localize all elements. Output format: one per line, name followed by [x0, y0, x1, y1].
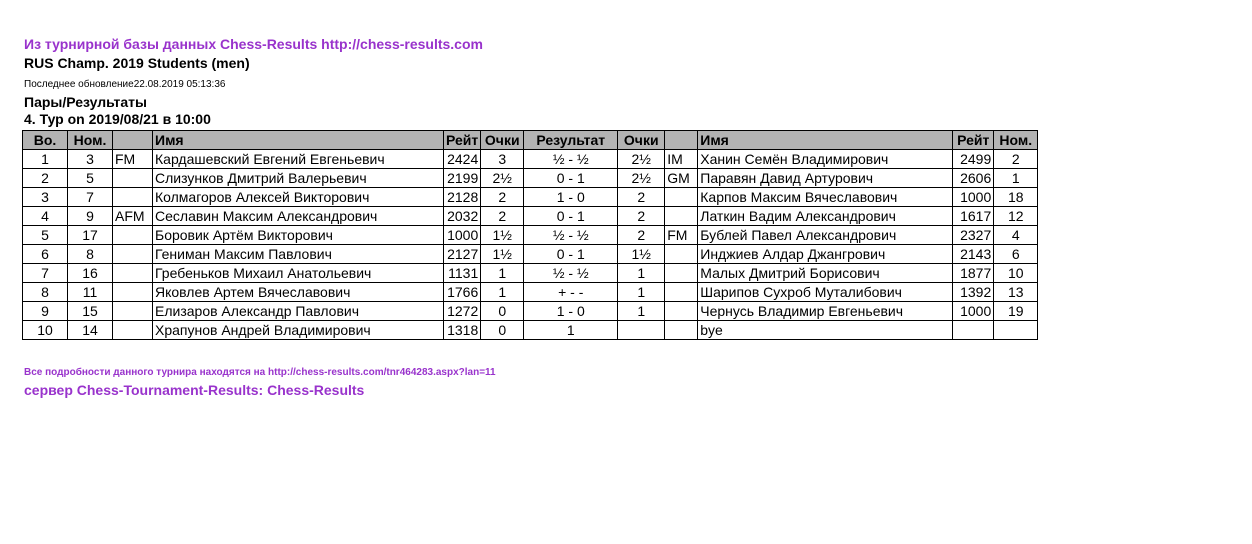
player-points-cell: 1	[481, 283, 524, 302]
game-result-cell: ½ - ½	[524, 226, 618, 245]
tournament-details-link[interactable]: Все подробности данного турнира находятся на http://chess-results.com/tnr464283.aspx?lan=11	[24, 367, 496, 378]
last-update-text: Последнее обновление22.08.2019 05:13:36	[24, 79, 226, 90]
opponent-rating-cell: 1000	[953, 302, 994, 321]
opponent-rating-cell: 2143	[953, 245, 994, 264]
col-header-board: Bo.	[23, 131, 68, 150]
player-rating-cell: 2128	[444, 188, 481, 207]
opponent-title-cell	[665, 245, 698, 264]
table-header-row	[23, 131, 1038, 150]
round-title: 4. Тур on 2019/08/21 в 10:00	[24, 111, 211, 127]
opponent-title-cell: GM	[665, 169, 698, 188]
opponent-number-cell: 6	[994, 245, 1038, 264]
opponent-rating-cell: 1617	[953, 207, 994, 226]
player-points-cell: 3	[481, 150, 524, 169]
game-result-cell: 0 - 1	[524, 207, 618, 226]
player-number-cell: 16	[68, 264, 113, 283]
opponent-title-cell: FM	[665, 226, 698, 245]
pairings-body	[23, 150, 1038, 340]
pairings-table	[22, 130, 1038, 340]
opponent-name-cell: Паравян Давид Артурович	[698, 169, 953, 188]
player-points-cell: 1½	[481, 226, 524, 245]
player-points-cell: 2	[481, 188, 524, 207]
opponent-title-cell	[665, 302, 698, 321]
opponent-name-cell: Шарипов Сухроб Муталибович	[698, 283, 953, 302]
section-title: Пары/Результаты	[24, 94, 147, 110]
opponent-number-cell: 12	[994, 207, 1038, 226]
player-name-cell: Яковлев Артем Вячеславович	[153, 283, 444, 302]
opponent-number-cell: 2	[994, 150, 1038, 169]
opponent-points-cell: 1½	[618, 245, 665, 264]
opponent-points-cell: 2	[618, 226, 665, 245]
opponent-title-cell	[665, 188, 698, 207]
opponent-name-cell: Карпов Максим Вячеславович	[698, 188, 953, 207]
table-row	[23, 264, 1038, 283]
table-row	[23, 302, 1038, 321]
player-title-cell: AFM	[113, 207, 153, 226]
opponent-name-cell: Латкин Вадим Александрович	[698, 207, 953, 226]
opponent-rating-cell: 2606	[953, 169, 994, 188]
player-number-cell: 7	[68, 188, 113, 207]
col-header-number: Ном.	[68, 131, 113, 150]
game-result-cell: 1 - 0	[524, 302, 618, 321]
opponent-number-cell: 19	[994, 302, 1038, 321]
game-result-cell: 0 - 1	[524, 245, 618, 264]
player-title-cell	[113, 169, 153, 188]
opponent-title-cell	[665, 207, 698, 226]
player-points-cell: 2½	[481, 169, 524, 188]
col-header-result: Результат	[524, 131, 618, 150]
opponent-title-cell	[665, 264, 698, 283]
server-link[interactable]: сервер Chess-Tournament-Results: Chess-Results	[24, 382, 365, 398]
col-header-points: Очки	[481, 131, 524, 150]
player-number-cell: 11	[68, 283, 113, 302]
player-rating-cell: 2127	[444, 245, 481, 264]
player-title-cell	[113, 188, 153, 207]
game-result-cell: 0 - 1	[524, 169, 618, 188]
board-number-cell: 5	[23, 226, 68, 245]
player-name-cell: Сеславин Максим Александрович	[153, 207, 444, 226]
table-row	[23, 321, 1038, 340]
player-name-cell: Гениман Максим Павлович	[153, 245, 444, 264]
table-row	[23, 150, 1038, 169]
opponent-rating-cell: 2327	[953, 226, 994, 245]
opponent-name-cell: Инджиев Алдар Джангрович	[698, 245, 953, 264]
opponent-points-cell: 2	[618, 207, 665, 226]
opponent-rating-cell	[953, 321, 994, 340]
player-rating-cell: 1131	[444, 264, 481, 283]
game-result-cell: 1	[524, 321, 618, 340]
player-title-cell	[113, 264, 153, 283]
player-name-cell: Колмагоров Алексей Викторович	[153, 188, 444, 207]
player-number-cell: 5	[68, 169, 113, 188]
table-row	[23, 188, 1038, 207]
page-header	[24, 35, 483, 127]
player-rating-cell: 2199	[444, 169, 481, 188]
opponent-points-cell: 2½	[618, 169, 665, 188]
tournament-title: RUS Champ. 2019 Students (men)	[24, 55, 250, 71]
source-database-link[interactable]: Из турнирной базы данных Chess-Results http://chess-results.com	[24, 36, 483, 52]
board-number-cell: 1	[23, 150, 68, 169]
player-number-cell: 3	[68, 150, 113, 169]
board-number-cell: 2	[23, 169, 68, 188]
table-row	[23, 245, 1038, 264]
opponent-name-cell: Бублей Павел Александрович	[698, 226, 953, 245]
player-title-cell	[113, 321, 153, 340]
board-number-cell: 9	[23, 302, 68, 321]
board-number-cell: 4	[23, 207, 68, 226]
opponent-points-cell: 1	[618, 302, 665, 321]
board-number-cell: 7	[23, 264, 68, 283]
player-rating-cell: 1318	[444, 321, 481, 340]
player-rating-cell: 1000	[444, 226, 481, 245]
player-name-cell: Храпунов Андрей Владимирович	[153, 321, 444, 340]
board-number-cell: 6	[23, 245, 68, 264]
player-points-cell: 1	[481, 264, 524, 283]
opponent-points-cell: 2	[618, 188, 665, 207]
player-rating-cell: 2424	[444, 150, 481, 169]
opponent-number-cell: 13	[994, 283, 1038, 302]
player-title-cell	[113, 283, 153, 302]
game-result-cell: 1 - 0	[524, 188, 618, 207]
opponent-number-cell: 1	[994, 169, 1038, 188]
player-title-cell	[113, 302, 153, 321]
player-name-cell: Кардашевский Евгений Евгеньевич	[153, 150, 444, 169]
player-number-cell: 9	[68, 207, 113, 226]
opponent-number-cell	[994, 321, 1038, 340]
player-number-cell: 14	[68, 321, 113, 340]
opponent-rating-cell: 1000	[953, 188, 994, 207]
col-header-rating-2: Рейт	[953, 131, 994, 150]
col-header-number-2: Ном.	[994, 131, 1038, 150]
opponent-points-cell: 2½	[618, 150, 665, 169]
col-header-rating: Рейт	[444, 131, 481, 150]
player-name-cell: Слизунков Дмитрий Валерьевич	[153, 169, 444, 188]
opponent-title-cell	[665, 321, 698, 340]
table-row	[23, 226, 1038, 245]
player-rating-cell: 2032	[444, 207, 481, 226]
opponent-number-cell: 18	[994, 188, 1038, 207]
player-name-cell: Боровик Артём Викторович	[153, 226, 444, 245]
opponent-rating-cell: 1392	[953, 283, 994, 302]
player-number-cell: 17	[68, 226, 113, 245]
table-row	[23, 283, 1038, 302]
opponent-rating-cell: 2499	[953, 150, 994, 169]
col-header-name: Имя	[153, 131, 444, 150]
opponent-title-cell: IM	[665, 150, 698, 169]
player-points-cell: 2	[481, 207, 524, 226]
opponent-number-cell: 4	[994, 226, 1038, 245]
game-result-cell: ½ - ½	[524, 264, 618, 283]
opponent-name-cell: Малых Дмитрий Борисович	[698, 264, 953, 283]
opponent-name-cell: bye	[698, 321, 953, 340]
board-number-cell: 10	[23, 321, 68, 340]
player-number-cell: 8	[68, 245, 113, 264]
player-title-cell	[113, 226, 153, 245]
player-points-cell: 0	[481, 321, 524, 340]
opponent-name-cell: Ханин Семён Владимирович	[698, 150, 953, 169]
player-points-cell: 0	[481, 302, 524, 321]
player-rating-cell: 1766	[444, 283, 481, 302]
table-row	[23, 169, 1038, 188]
col-header-name-2: Имя	[698, 131, 953, 150]
col-header-title	[113, 131, 153, 150]
player-points-cell: 1½	[481, 245, 524, 264]
board-number-cell: 8	[23, 283, 68, 302]
opponent-rating-cell: 1877	[953, 264, 994, 283]
player-title-cell: FM	[113, 150, 153, 169]
col-header-title-2	[665, 131, 698, 150]
opponent-points-cell: 1	[618, 283, 665, 302]
player-number-cell: 15	[68, 302, 113, 321]
opponent-name-cell: Чернусь Владимир Евгеньевич	[698, 302, 953, 321]
game-result-cell: ½ - ½	[524, 150, 618, 169]
opponent-title-cell	[665, 283, 698, 302]
opponent-number-cell: 10	[994, 264, 1038, 283]
opponent-points-cell	[618, 321, 665, 340]
page-footer	[24, 366, 496, 399]
player-rating-cell: 1272	[444, 302, 481, 321]
player-name-cell: Гребеньков Михаил Анатольевич	[153, 264, 444, 283]
table-row	[23, 207, 1038, 226]
player-name-cell: Елизаров Александр Павлович	[153, 302, 444, 321]
col-header-points-2: Очки	[618, 131, 665, 150]
board-number-cell: 3	[23, 188, 68, 207]
player-title-cell	[113, 245, 153, 264]
opponent-points-cell: 1	[618, 264, 665, 283]
game-result-cell: + - -	[524, 283, 618, 302]
